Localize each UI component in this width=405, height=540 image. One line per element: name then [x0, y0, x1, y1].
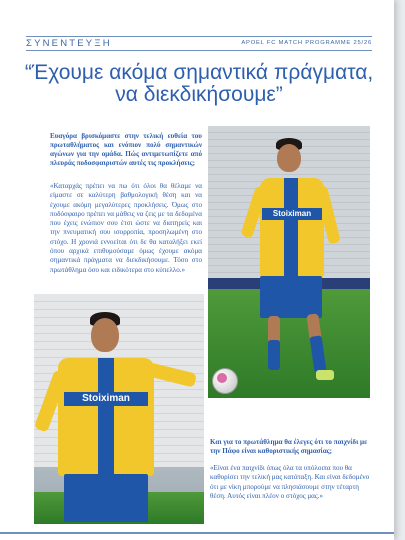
player-photo-running	[208, 126, 370, 398]
player-arm-right-2	[147, 362, 197, 387]
question-2: Και για το πρωτάθλημα θα έλεγες ότι το παιχνίδι με την Πάφο είναι καθοριστικής σημασίας;	[210, 438, 368, 455]
player-boot	[316, 370, 334, 380]
player-photo-portrait	[34, 294, 204, 524]
player-head	[277, 144, 301, 172]
answer-1: «Καταρχάς πρέπει να πω ότι όλοι θα θέλαμε να είμαστε σε καλύτερη βαθμολογική θέση και να έχουμε ακόμη μεγαλύτερες προκλήσεις. Όμως στο ποδόσφαιρο πρέπει να μάθεις να ζεις με τα δεδομένα που έχεις ενώπιον σου έτσι ώστε να διατηρείς και την πνευματική σου ισορροπία, προσηλωμένη στο στόχο. Η χρονιά εννοείται ότι δε θα καταλήξει εκεί όπου αρχικά επιθυμούσαμε όμως έχουμε ακόμα σημαντικά πράγματα να διεκδικήσουμε. Τόσο στο πρωτάθλημα όσο και ειδικότερα στο κύπελλο.»	[50, 182, 202, 274]
footer-rule	[0, 532, 394, 534]
player-sock-right	[310, 335, 327, 372]
question-1: Ευαγόρα βρισκόμαστε στην τελική ευθεία του πρωταθλήματος και ενόπιον πολύ σημαντικών αγώνων για την ομάδα. Πώς αντιμετωπίζετε από πλευράς ποδοσφαιριστών αυτές τις προκλήσεις;	[50, 132, 202, 167]
player-sock-left	[268, 340, 280, 370]
shirt-stripe	[284, 178, 298, 278]
shirt-sponsor: Stoiximan	[262, 208, 322, 220]
answer-2: «Είναι ένα παιχνίδι όπως όλα τα υπόλοιπα που θα καθορίσει την τελική μας κατάταξη. Και είναι δεδομένο ότι με νίκη μπορούμε να πλησιάσουμε στην τέταρτη θέση. Αυτός είναι πλέον ο στόχος μας.»	[210, 464, 370, 500]
player-shorts	[260, 276, 322, 318]
header-rule-top	[26, 36, 372, 37]
player-shorts-2	[64, 474, 148, 522]
player-figure	[208, 126, 370, 398]
section-label: ΣΥΝΕΝΤΕΥΞΗ	[26, 38, 112, 49]
shirt-sponsor-2: Stoiximan	[64, 392, 148, 406]
article-title: “Έχουμε ακόμα σημαντικά πράγματα, να διεκδικήσουμε”	[24, 61, 374, 106]
player-figure-2	[34, 294, 204, 524]
header-rule-bottom	[26, 50, 372, 51]
player-head-2	[91, 318, 119, 352]
shirt-stripe-2	[98, 358, 114, 476]
football	[212, 368, 238, 394]
publication-label: APOEL FC MATCH PROGRAMME 25/26	[241, 40, 372, 46]
